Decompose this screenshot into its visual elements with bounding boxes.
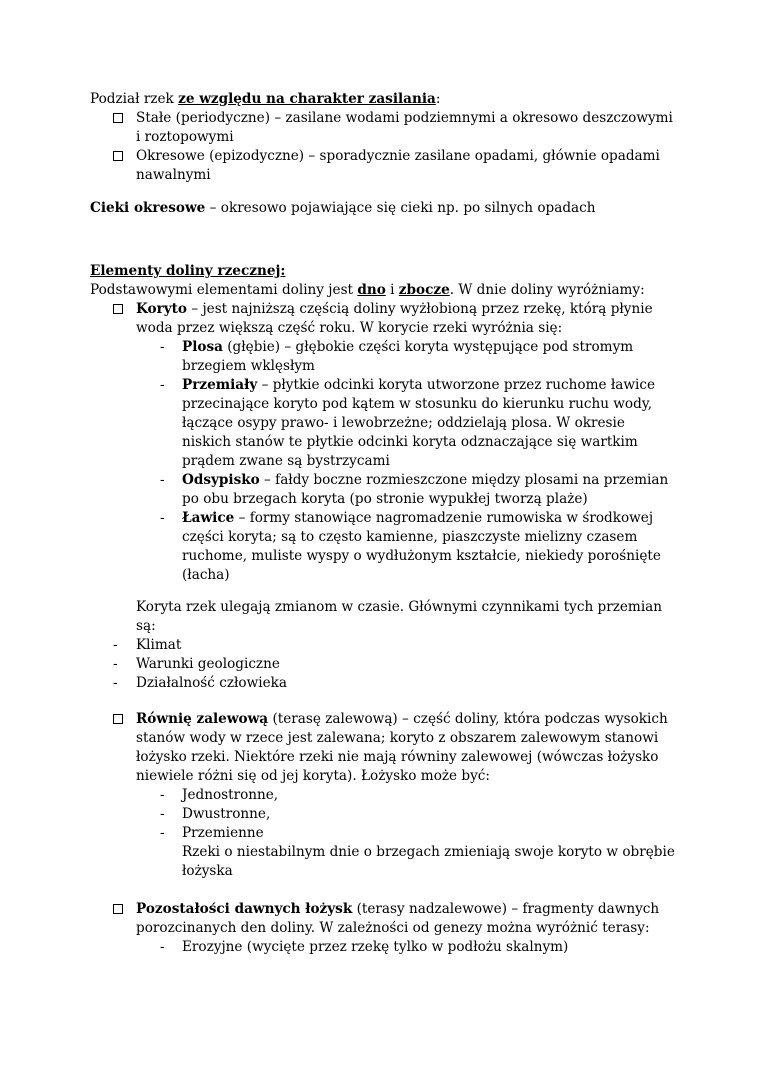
dash-bullet: - bbox=[160, 939, 165, 955]
checkbox-bullet-icon bbox=[113, 113, 123, 123]
zasilanie-heading: Podział rzek ze względu na charakter zasilania: bbox=[90, 91, 441, 107]
dash-bullet: - bbox=[113, 675, 118, 691]
elementy-heading: Elementy doliny rzecznej: bbox=[90, 263, 286, 279]
cieki-definition: Cieki okresowe – okresowo pojawiające się cieki np. po silnych opadach bbox=[90, 200, 596, 216]
zmiany-text: Koryta rzek ulegają zmianom w czasie. Głównymi czynnikami tych przemian bbox=[136, 599, 663, 615]
pozostalosci-line: Pozostałości dawnych łożysk (terasy nadzalewowe) – fragmenty dawnych bbox=[136, 901, 660, 917]
dash-bullet: - bbox=[160, 339, 165, 355]
teras-type: Erozyjne (wycięte przez rzekę tylko w podłożu skalnym) bbox=[182, 939, 569, 955]
koryto-sub-item: Plosa (głębie) – głębokie części koryta występujące pod stromym bbox=[182, 339, 634, 355]
lozysko-type: Dwustronne, bbox=[182, 806, 271, 822]
document-page: Podział rzek ze względu na charakter zasilania: Stałe (periodyczne) – zasilane wodami podziemnymi a okresowo deszczowymi i roztopowymi Okresowe (epizodyczne) – sporadycznie zasilane opadami, głównie opadami nawalnymi Cieki okresowe – okresowo pojawiające się cieki np. po silnych opadach Elementy doliny rzecznej: Podstawowymi elementami doliny jest dno i zbocze. W dnie doliny wyróżniamy: Koryto – jest najniższą częścią doliny wyżłobioną przez rzekę, którą płynie woda przez większą część roku. W korycie rzeki wyróżnia się: - Plosa (głębie) – głębokie części koryta występujące pod stromym brzegiem wklęsłym - Przemiały – płytkie odcinki koryta utworzone przez ruchome ławice przecinające koryto pod kątem w stosunku do kierunku ruchu wody, łączące osypy prawo- i lewobrzeżne; oddzielają plosa. W okresie niskich stanów te płytkie odcinki koryta odznaczające się wartkim prądem zwane są bystrzycami - Odsypisko – fałdy boczne rozmieszczone między plosami na przemian po obu brzegach koryta (po stronie wypukłej tworzą plaże) - Ławice – formy stanowiące nagromadzenie rumowiska w środkowej części koryta; są to często kamienne, piaszczyste mielizny czasem ruchome, muliste wyspy o wydłużonym kształcie, niekiedy porośnięte (łacha) Koryta rzek ulegają zmianom w czasie. Głównymi czynnikami tych przemian są: - Klimat - Warunki geologiczne - Działalność człowieka Równię zalewową (terasę zalewową) – część doliny, która podczas wysokich stanów wody w rzece jest zalewana; koryto z obszarem zalewowym stanowi łożysko rzeki. Niektóre rzeki nie mają równiny zalewowej (wówczas łożysko niewiele różni się od jej koryta). Łożysko może być: - Jednostronne, - Dwustronne, - Przemienne Rzeki o niestabilnym dnie o brzegach zmieniają swoje koryto w obrębie łożyska Pozostałości dawnych łożysk (terasy nadzalewowe) – fragmenty dawnych porozcinanych den doliny. W zależności od genezy można wyróżnić terasy: - Erozyjne (wycięte przez rzekę tylko w podłożu skalnym) bbox=[0, 0, 760, 1075]
czynnik-item: Klimat bbox=[136, 637, 182, 653]
elementy-intro: Podstawowymi elementami doliny jest dno i zbocze. W dnie doliny wyróżniamy: bbox=[90, 282, 645, 298]
dash-bullet: - bbox=[160, 825, 165, 841]
lozysko-note: Rzeki o niestabilnym dnie o brzegach zmieniają swoje koryto w obrębie bbox=[182, 844, 675, 860]
dash-bullet: - bbox=[160, 806, 165, 822]
checkbox-bullet-icon bbox=[113, 714, 123, 724]
checkbox-bullet-icon bbox=[113, 151, 123, 161]
lozysko-type: Przemienne bbox=[182, 825, 264, 841]
dash-bullet: - bbox=[160, 377, 165, 393]
dash-bullet: - bbox=[160, 787, 165, 803]
rownia-line: Równię zalewową (terasę zalewową) – część doliny, która podczas wysokich bbox=[136, 711, 668, 727]
koryto-sub-item: Odsypisko – fałdy boczne rozmieszczone między plosami na przemian bbox=[182, 472, 669, 488]
checkbox-bullet-icon bbox=[113, 304, 123, 314]
koryto-sub-item: Przemiały – płytkie odcinki koryta utworzone przez ruchome ławice bbox=[182, 377, 655, 393]
lozysko-note: łożyska bbox=[182, 863, 233, 879]
czynnik-item: Warunki geologiczne bbox=[136, 656, 280, 672]
dash-bullet: - bbox=[160, 472, 165, 488]
zmiany-text: są: bbox=[136, 618, 156, 634]
czynnik-item: Działalność człowieka bbox=[136, 675, 287, 691]
koryto-line: Koryto – jest najniższą częścią doliny wyżłobioną przez rzekę, którą płynie bbox=[136, 301, 653, 317]
checkbox-bullet-icon bbox=[113, 904, 123, 914]
lozysko-type: Jednostronne, bbox=[182, 787, 279, 803]
dash-bullet: - bbox=[113, 656, 118, 672]
koryto-sub-item: Ławice – formy stanowiące nagromadzenie rumowiska w środkowej bbox=[182, 510, 654, 526]
dash-bullet: - bbox=[160, 510, 165, 526]
koryto-line: woda przez większą część roku. W korycie rzeki wyróżnia się: bbox=[136, 320, 563, 336]
dash-bullet: - bbox=[113, 637, 118, 653]
